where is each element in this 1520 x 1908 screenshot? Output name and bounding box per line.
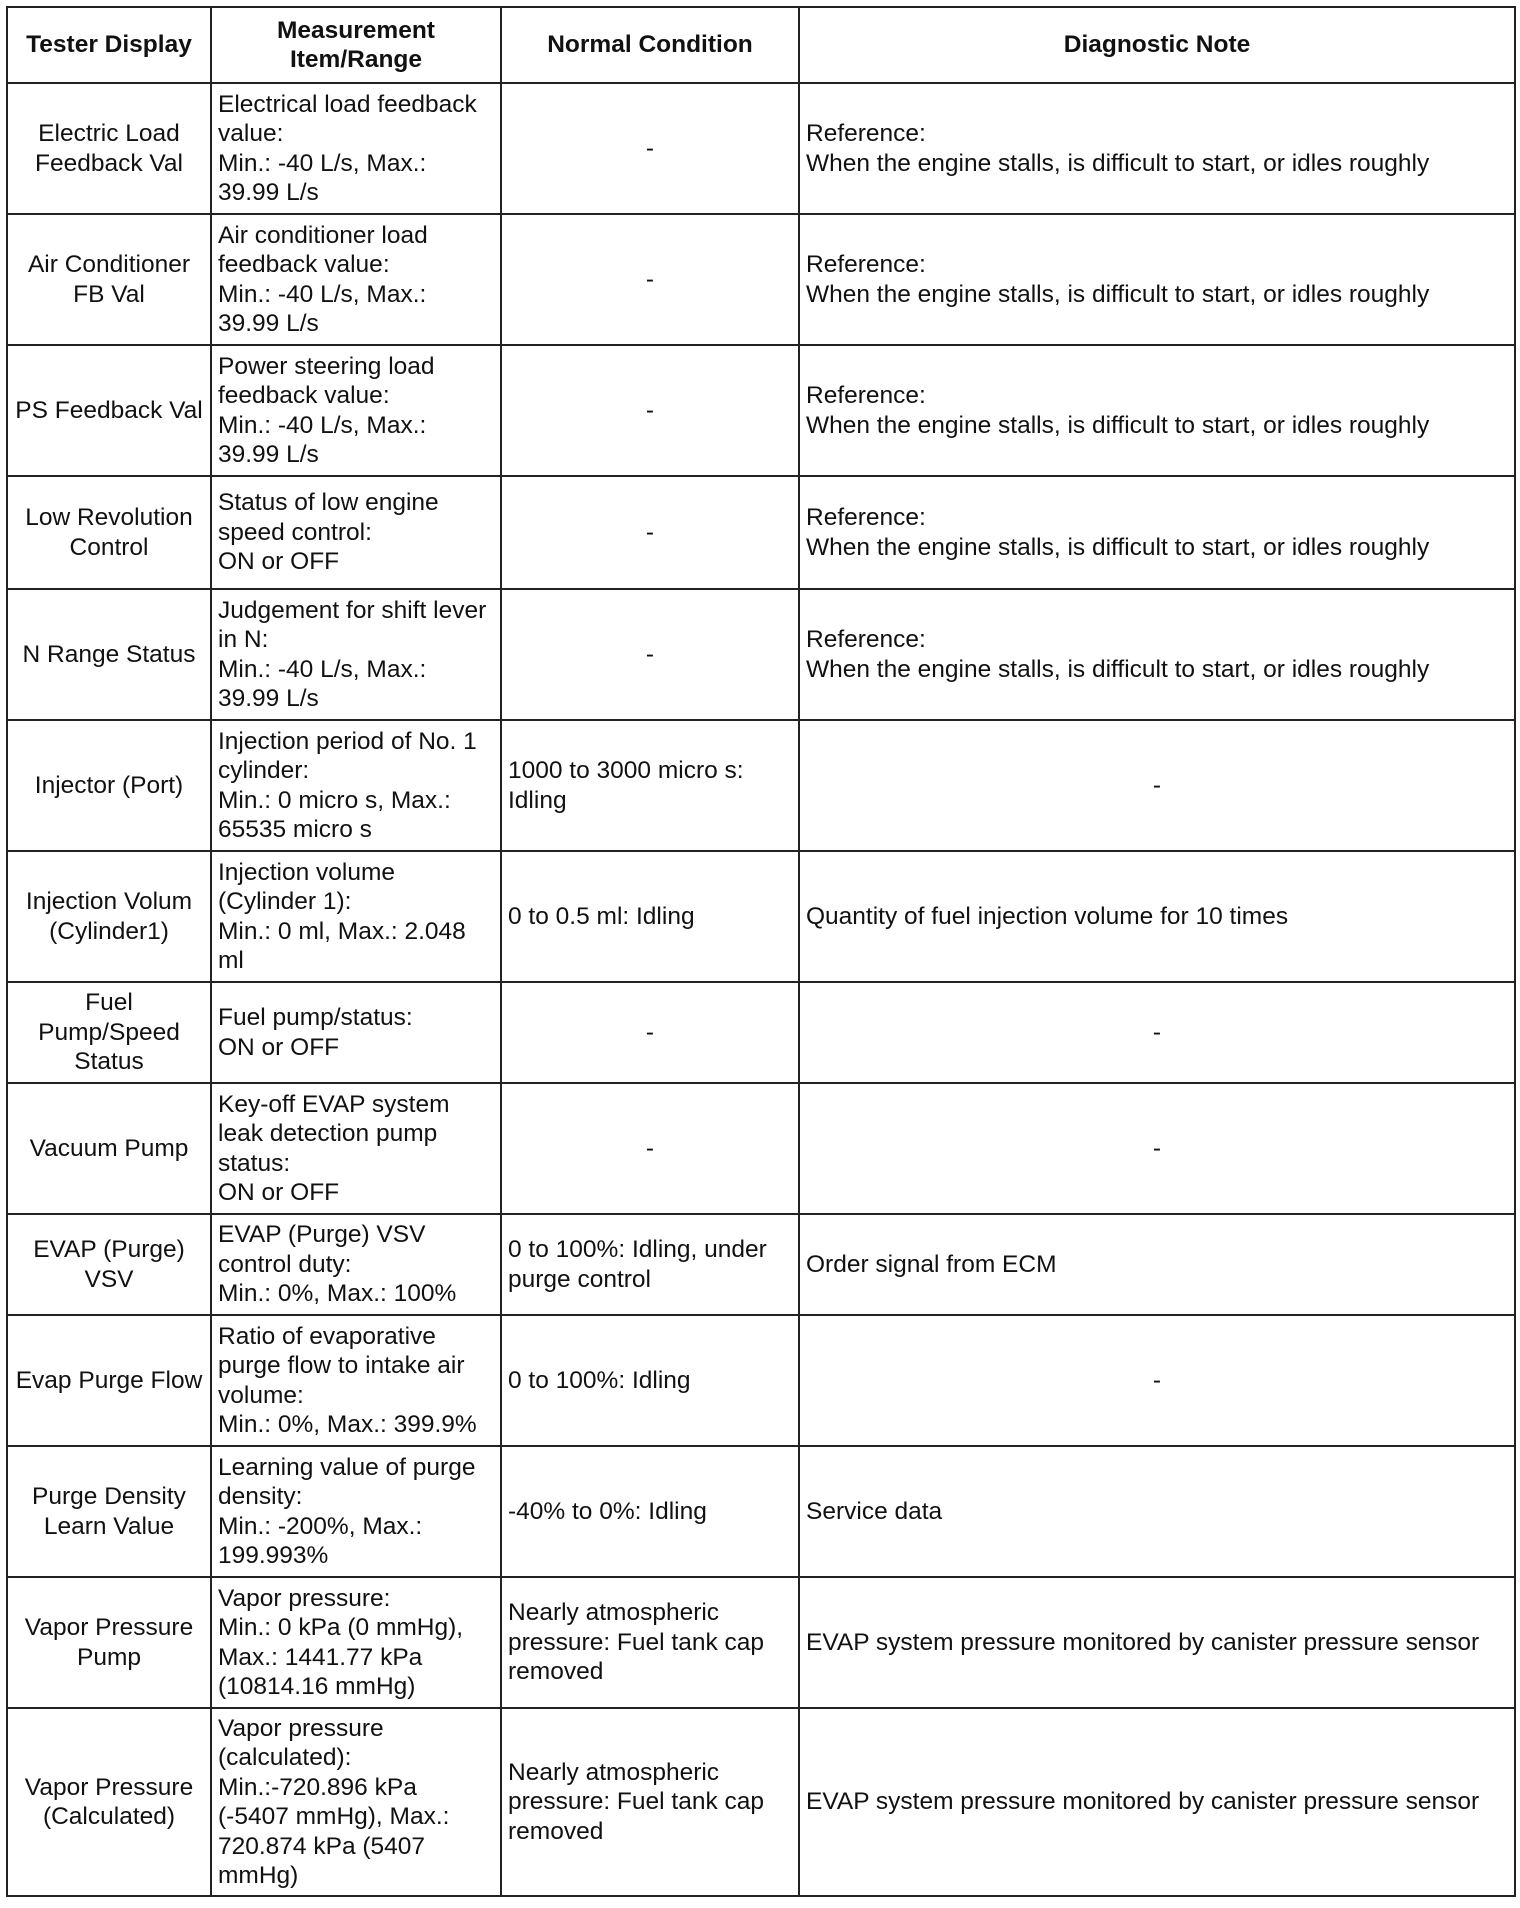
table-row [7,1214,1515,1315]
table-row [7,982,1515,1083]
cell-measurement [211,1214,501,1315]
cell-normal-condition-line: - [645,640,655,668]
table-body [7,83,1515,1896]
header-tester-display: Tester Display [7,7,211,83]
cell-normal-condition-line: Nearly atmospheric pressure: Fuel tank cap removed [508,1758,771,1845]
cell-diagnostic-note [799,1577,1515,1708]
cell-normal-condition-line: -40% to 0%: Idling [508,1497,707,1525]
cell-measurement [211,1315,501,1446]
cell-normal-condition [501,982,799,1083]
table-row [7,83,1515,214]
cell-measurement-line: Min.: 0%, Max.: 100% [218,1280,457,1308]
cell-measurement-line: Vapor pressure (calculated): [218,1714,391,1771]
cell-measurement [211,1577,501,1708]
table-row [7,1315,1515,1446]
cell-diagnostic-note-line: When the engine stalls, is difficult to start, or idles roughly [806,149,1430,177]
cell-diagnostic-note-line: EVAP system pressure monitored by canister pressure sensor [806,1788,1480,1816]
cell-measurement-line: EVAP (Purge) VSV control duty: [218,1221,433,1278]
data-monitor-table [6,6,1516,1897]
cell-normal-condition [501,83,799,214]
header-normal-condition: Normal Condition [501,7,799,83]
table-row [7,720,1515,851]
cell-diagnostic-note-line: When the engine stalls, is difficult to start, or idles roughly [806,411,1430,439]
cell-measurement-line: Air conditioner load feedback value: [218,221,435,278]
cell-measurement [211,1083,501,1214]
cell-normal-condition [501,1083,799,1214]
cell-measurement-line: Status of low engine speed control: [218,489,446,546]
table-row [7,1577,1515,1708]
cell-normal-condition-line: 0 to 100%: Idling, under purge control [508,1236,774,1293]
cell-normal-condition [501,1315,799,1446]
cell-diagnostic-note [799,1315,1515,1446]
cell-diagnostic-note-line: EVAP system pressure monitored by canister pressure sensor [806,1628,1480,1656]
cell-diagnostic-note-line: Order signal from ECM [806,1250,1057,1278]
cell-measurement [211,476,501,589]
cell-diagnostic-note [799,1708,1515,1896]
cell-measurement [211,345,501,476]
cell-measurement-line: ON or OFF [218,548,340,576]
cell-measurement-line: Power steering load feedback value: [218,352,442,409]
cell-diagnostic-note-line: Reference: [806,626,926,653]
cell-tester-display: N Range Status [7,589,211,720]
cell-diagnostic-note [799,720,1515,851]
cell-normal-condition [501,345,799,476]
cell-diagnostic-note [799,345,1515,476]
cell-normal-condition [501,589,799,720]
cell-measurement-line: Min.: -40 L/s, Max.: 39.99 L/s [218,655,434,712]
cell-tester-display: Injector (Port) [7,720,211,851]
cell-measurement-line: ON or OFF [218,1179,340,1206]
cell-diagnostic-note-line: When the engine stalls, is difficult to start, or idles roughly [806,655,1430,683]
cell-measurement-line: Min.: 0 micro s, Max.: 65535 micro s [218,786,458,843]
cell-diagnostic-note-line: - [1152,771,1162,799]
table-row [7,214,1515,345]
cell-normal-condition-line: Nearly atmospheric pressure: Fuel tank cap removed [508,1599,771,1686]
cell-measurement [211,851,501,982]
cell-tester-display: Air Conditioner FB Val [7,214,211,345]
cell-tester-display: EVAP (Purge) VSV [7,1214,211,1315]
cell-normal-condition [501,1577,799,1708]
cell-measurement [211,720,501,851]
cell-measurement-line: Fuel pump/status: [218,1004,413,1031]
cell-tester-display: Purge Density Learn Value [7,1446,211,1577]
cell-measurement-line: Min.: 0%, Max.: 399.9% [218,1411,477,1438]
cell-normal-condition [501,1214,799,1315]
cell-tester-display: Evap Purge Flow [7,1315,211,1446]
cell-diagnostic-note-line: - [1152,1018,1162,1046]
cell-tester-display: PS Feedback Val [7,345,211,476]
cell-diagnostic-note-line: - [1152,1134,1162,1162]
cell-normal-condition [501,720,799,851]
table-row [7,589,1515,720]
cell-tester-display: Low Revolution Control [7,476,211,589]
table-row [7,1446,1515,1577]
cell-diagnostic-note [799,1214,1515,1315]
table-row [7,851,1515,982]
cell-diagnostic-note [799,589,1515,720]
cell-normal-condition-line: - [645,396,655,424]
header-diagnostic-note: Diagnostic Note [799,7,1515,83]
header-row [7,7,1515,83]
cell-measurement [211,982,501,1083]
cell-measurement-line: Injection period of No. 1 cylinder: [218,727,484,784]
cell-measurement-line: Min.: 0 kPa (0 mmHg), Max.: 1441.77 kPa (10814.16 mmHg) [218,1614,470,1700]
cell-diagnostic-note-line: Reference: [806,120,926,147]
cell-normal-condition-line: 0 to 0.5 ml: Idling [508,902,695,930]
cell-tester-display: Vacuum Pump [7,1083,211,1214]
cell-measurement [211,1446,501,1577]
cell-normal-condition [501,851,799,982]
cell-tester-display: Fuel Pump/Speed Status [7,982,211,1083]
cell-diagnostic-note-line: Service data [806,1497,943,1525]
cell-normal-condition-line: - [645,518,655,546]
cell-measurement-line: Key-off EVAP system leak detection pump status: [218,1090,457,1177]
cell-diagnostic-note-line: Quantity of fuel injection volume for 10 times [806,902,1289,930]
cell-measurement-line: Min.: -40 L/s, Max.: 39.99 L/s [218,280,434,337]
cell-measurement-line: Min.: -40 L/s, Max.: 39.99 L/s [218,149,434,206]
cell-diagnostic-note-line: When the engine stalls, is difficult to start, or idles roughly [806,280,1430,308]
cell-tester-display: Electric Load Feedback Val [7,83,211,214]
header-measurement: Measurement Item/Range [211,7,501,83]
cell-diagnostic-note-line: Reference: [806,251,926,278]
cell-measurement-line: Ratio of evaporative purge flow to intake air volume: [218,1322,472,1409]
cell-normal-condition [501,1446,799,1577]
cell-tester-display: Injection Volum (Cylinder1) [7,851,211,982]
cell-measurement [211,214,501,345]
cell-measurement-line: Electrical load feedback value: [218,90,484,147]
cell-measurement-line: Min.: 0 ml, Max.: 2.048 ml [218,917,473,974]
cell-normal-condition-line: - [645,265,655,293]
cell-measurement-line: Min.: -40 L/s, Max.: 39.99 L/s [218,411,434,468]
cell-measurement [211,589,501,720]
cell-diagnostic-note [799,214,1515,345]
cell-normal-condition-line: - [645,1018,655,1046]
cell-normal-condition-line: - [645,1134,655,1162]
cell-measurement-line: ON or OFF [218,1033,340,1061]
cell-normal-condition-line: - [645,134,655,162]
cell-normal-condition [501,214,799,345]
cell-measurement-line: Vapor pressure: [218,1584,391,1612]
cell-normal-condition-line: 1000 to 3000 micro s: Idling [508,757,751,814]
cell-diagnostic-note [799,851,1515,982]
cell-measurement-line: Injection volume (Cylinder 1): [218,858,402,915]
cell-diagnostic-note [799,476,1515,589]
cell-diagnostic-note [799,1446,1515,1577]
table-row [7,345,1515,476]
cell-normal-condition-line: 0 to 100%: Idling [508,1366,691,1394]
cell-measurement [211,83,501,214]
cell-diagnostic-note-line: - [1152,1366,1162,1394]
table-row [7,1708,1515,1896]
cell-tester-display: Vapor Pressure Pump [7,1577,211,1708]
cell-measurement-line: Learning value of purge density: [218,1453,483,1510]
table-row [7,1083,1515,1214]
cell-diagnostic-note [799,83,1515,214]
cell-measurement-line: Min.:-720.896 kPa (-5407 mmHg), Max.: 720.874 kPa (5407 mmHg) [218,1773,457,1889]
cell-diagnostic-note [799,982,1515,1083]
cell-normal-condition [501,1708,799,1896]
cell-diagnostic-note [799,1083,1515,1214]
cell-diagnostic-note-line: Reference: [806,504,926,531]
cell-tester-display: Vapor Pressure (Calculated) [7,1708,211,1896]
table-row [7,476,1515,589]
cell-measurement-line: Min.: -200%, Max.: 199.993% [218,1512,430,1569]
cell-measurement-line: Judgement for shift lever in N: [218,596,494,653]
cell-diagnostic-note-line: When the engine stalls, is difficult to start, or idles roughly [806,533,1430,561]
cell-measurement [211,1708,501,1896]
cell-normal-condition [501,476,799,589]
cell-diagnostic-note-line: Reference: [806,382,926,409]
